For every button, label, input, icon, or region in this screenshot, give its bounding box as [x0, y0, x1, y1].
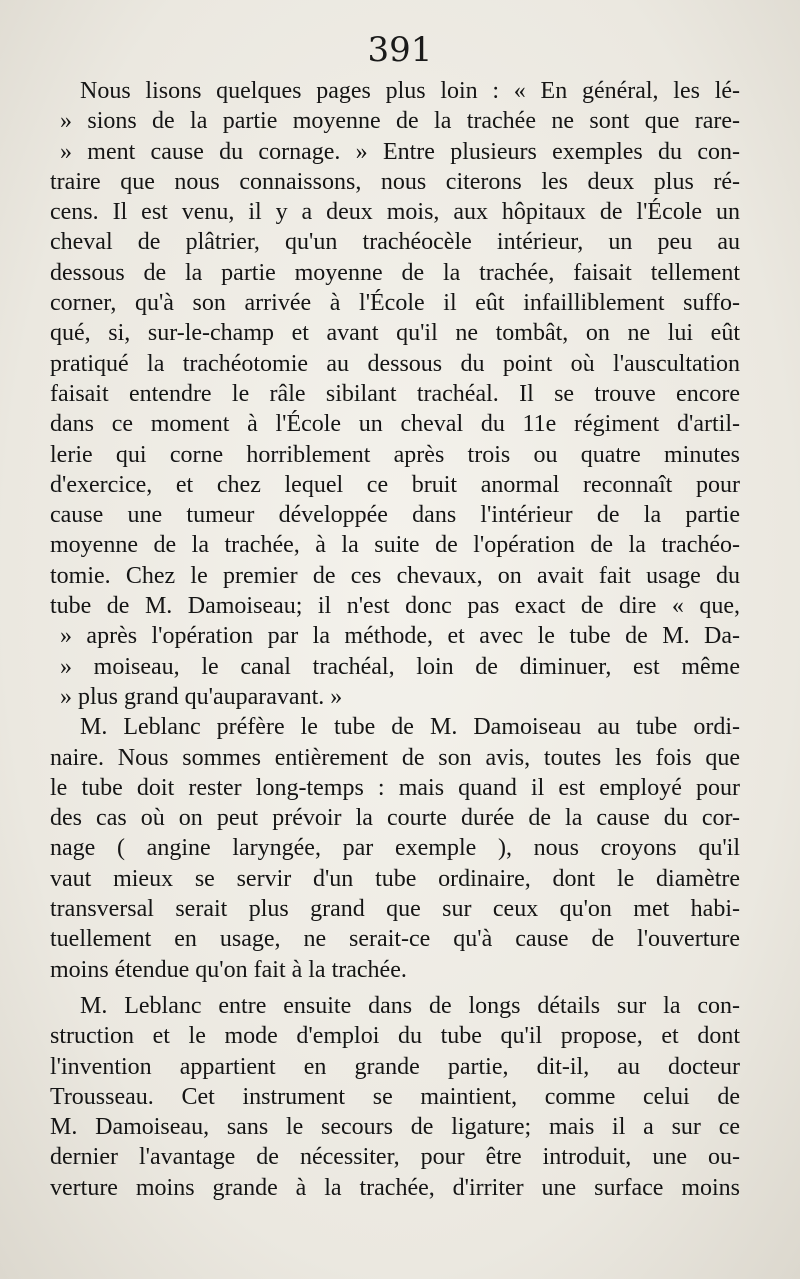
- text-line: moyenne de la trachée, à la suite de l'opération de la trachéo-: [50, 532, 740, 559]
- text-line: » ment cause du cornage. » Entre plusieurs exemples du con-: [60, 138, 740, 165]
- text-line: tube de M. Damoiseau; il n'est donc pas exact de dire « que,: [50, 593, 740, 620]
- text-line: nage ( angine laryngée, par exemple ), nous croyons qu'il: [50, 835, 740, 862]
- text-line: » après l'opération par la méthode, et avec le tube de M. Da-: [60, 623, 740, 650]
- text-line: M. Damoiseau, sans le secours de ligature; mais il a sur ce: [50, 1114, 740, 1141]
- text-line: dessous de la partie moyenne de la trachée, faisait tellement: [50, 259, 740, 286]
- text-line: moins étendue qu'on fait à la trachée.: [50, 956, 407, 983]
- text-line: cause une tumeur développée dans l'intérieur de la partie: [50, 502, 740, 529]
- text-line: transversal serait plus grand que sur ceux qu'on met habi-: [50, 896, 740, 923]
- text-line: d'exercice, et chez lequel ce bruit anormal reconnaît pour: [50, 471, 740, 498]
- text-line: tuellement en usage, ne serait-ce qu'à cause de l'ouverture: [50, 926, 740, 953]
- text-line: Trousseau. Cet instrument se maintient, comme celui de: [50, 1083, 740, 1110]
- text-line: dans ce moment à l'École un cheval du 11e régiment d'artil-: [50, 411, 740, 438]
- text-line: dernier l'avantage de nécessiter, pour être introduit, une ou-: [50, 1144, 740, 1171]
- text-line: cens. Il est venu, il y a deux mois, aux hôpitaux de l'École un: [50, 199, 740, 226]
- text-line: struction et le mode d'emploi du tube qu'il propose, et dont: [50, 1023, 740, 1050]
- text-line: naire. Nous sommes entièrement de son avis, toutes les fois que: [50, 744, 740, 771]
- text-line: Nous lisons quelques pages plus loin : « En général, les lé-: [80, 78, 740, 104]
- text-line: des cas où on peut prévoir la courte durée de la cause du cor-: [50, 805, 740, 832]
- text-line: vaut mieux se servir d'un tube ordinaire, dont le diamètre: [50, 865, 740, 892]
- text-line: » moiseau, le canal trachéal, loin de diminuer, est même: [60, 653, 740, 680]
- text-line: faisait entendre le râle sibilant trachéal. Il se trouve encore: [50, 380, 740, 407]
- text-line: tomie. Chez le premier de ces chevaux, on avait fait usage du: [50, 562, 740, 589]
- text-line: M. Leblanc préfère le tube de M. Damoiseau au tube ordi-: [80, 714, 740, 741]
- text-line: verture moins grande à la trachée, d'irriter une surface moins: [50, 1174, 740, 1201]
- text-line: » sions de la partie moyenne de la trachée ne sont que rare-: [60, 108, 740, 135]
- text-line: » plus grand qu'auparavant. »: [60, 683, 343, 710]
- body-text: [50, 76, 740, 1203]
- text-line: M. Leblanc entre ensuite dans de longs détails sur la con-: [80, 992, 740, 1019]
- text-line: le tube doit rester long-temps : mais quand il est employé pour: [50, 774, 740, 801]
- text-line: traire que nous connaissons, nous citerons les deux plus ré-: [50, 168, 740, 195]
- page-number: 391: [367, 30, 433, 70]
- text-line: pratiqué la trachéotomie au dessous du point où l'auscultation: [50, 350, 740, 377]
- text-line: lerie qui corne horriblement après trois ou quatre minutes: [50, 441, 740, 468]
- text-line: corner, qu'à son arrivée à l'École il eût infailliblement suffo-: [50, 290, 740, 317]
- text-line: cheval de plâtrier, qu'un trachéocèle intérieur, un peu au: [50, 229, 740, 256]
- text-line: qué, si, sur-le-champ et avant qu'il ne tombât, on ne lui eût: [50, 320, 740, 347]
- text-line: l'invention appartient en grande partie, dit-il, au docteur: [50, 1053, 740, 1080]
